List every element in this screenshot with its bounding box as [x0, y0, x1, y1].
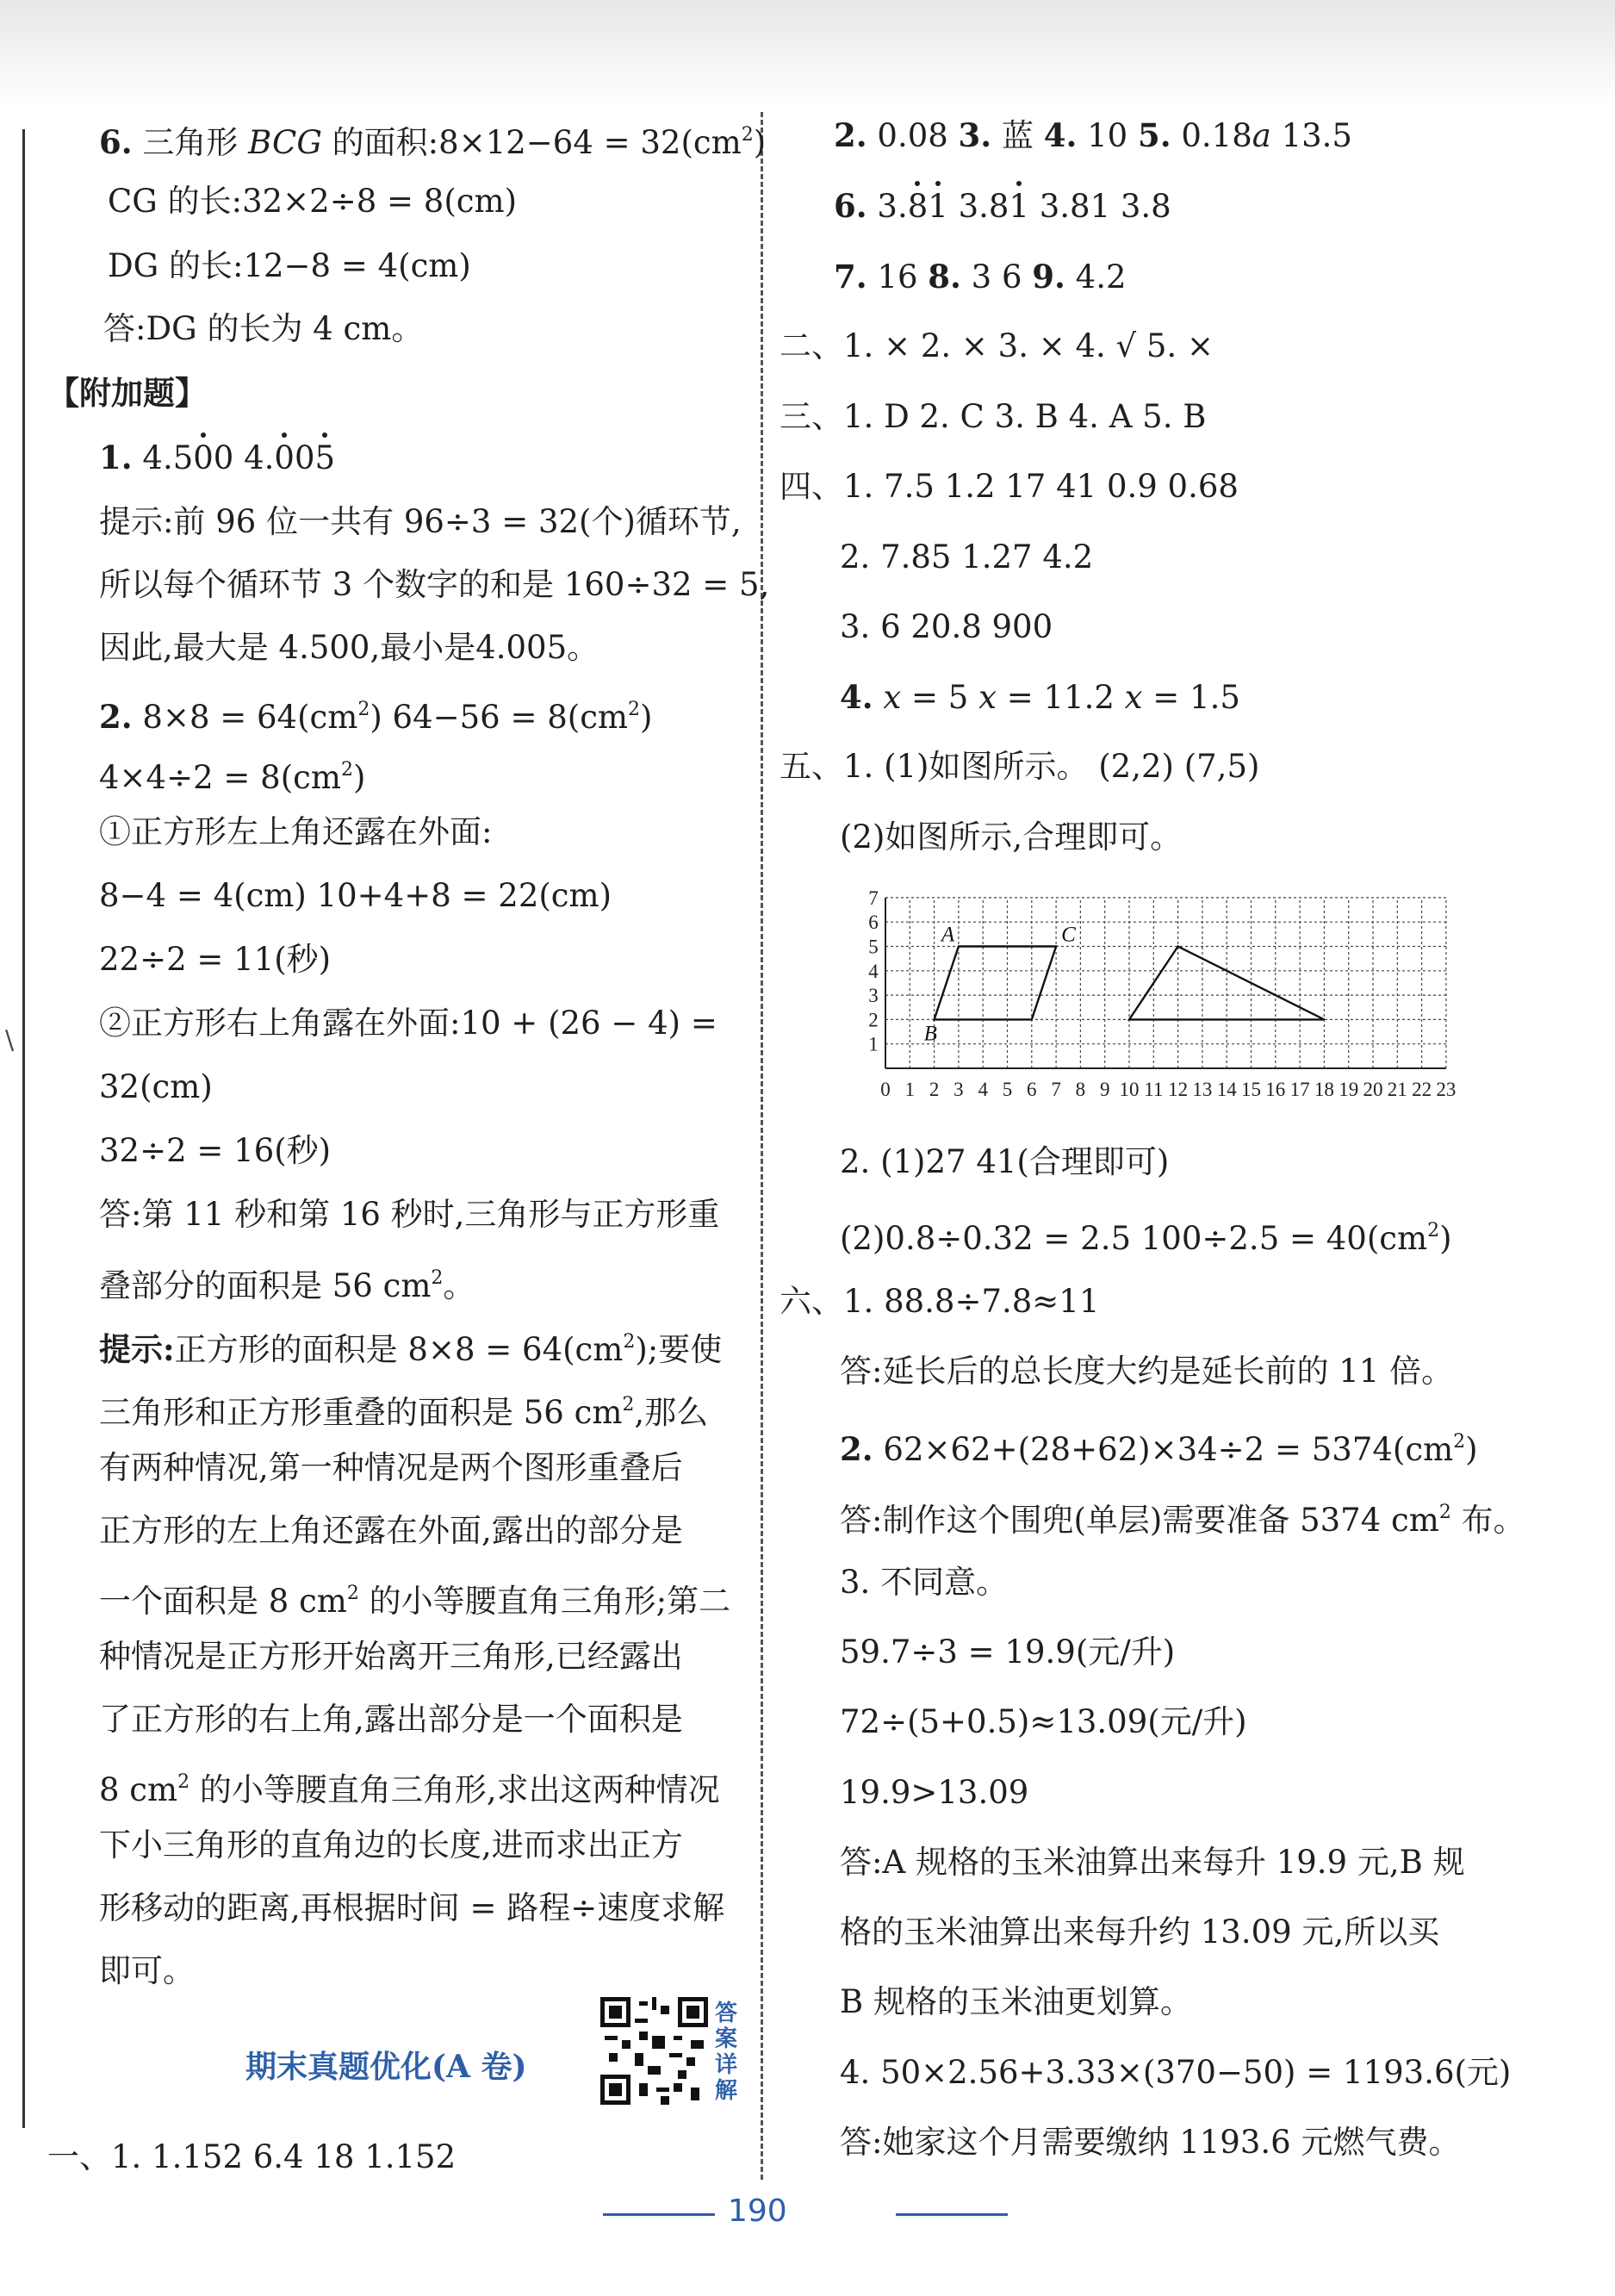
- point-label: A: [941, 923, 955, 947]
- x-tick-label: 17: [1289, 1079, 1310, 1100]
- x-tick-label: 23: [1436, 1079, 1457, 1100]
- answer-line: 答:制作这个围兜(单层)需要准备 5374 $cm^2$ 布。: [840, 1502, 1525, 1539]
- answer-line: 格的玉米油算出来每升约 13.09 元,所以买: [840, 1913, 1440, 1951]
- answer-line: 4. 50×2.56+3.33×(370−50) = 1193.6(元): [840, 2054, 1512, 2091]
- answer-line: 3. 6 20.8 900: [840, 608, 1053, 645]
- margin-mark: \: [5, 1025, 15, 1055]
- x-tick-label: 19: [1339, 1079, 1359, 1100]
- parallelogram-shape: [935, 947, 1057, 1020]
- y-tick-label: 5: [868, 936, 879, 958]
- y-tick-label: 3: [868, 985, 879, 1007]
- answer-line: (2)0.8÷0.32 = 2.5 $100\div 2.5 = 40(cm^2)$: [840, 1220, 1452, 1257]
- answer-line: 3. 不同意。: [840, 1564, 1009, 1601]
- point-label: B: [923, 1022, 937, 1046]
- x-tick-label: 5: [1002, 1079, 1013, 1100]
- left-binding-edge: [22, 129, 25, 2128]
- x-tick-label: 8: [1075, 1079, 1086, 1100]
- answer-line: 答:DG 的长为 4 cm。: [103, 310, 424, 347]
- answer-line: 叠部分的面积是 56 $cm^2$。: [99, 1267, 475, 1304]
- x-tick-label: 21: [1387, 1079, 1407, 1100]
- page-top-shade: [0, 0, 1615, 103]
- answer-line: 7. 16 8. 3 6 9. 4.2: [834, 258, 1127, 296]
- hint-line: 形移动的距离,再根据时间 = 路程÷速度求解: [99, 1889, 725, 1926]
- hint-line: 即可。: [99, 1952, 195, 1989]
- coordinate-grid: [853, 887, 1473, 1111]
- hint-line: 正方形的左上角还露在外面,露出的部分是: [99, 1512, 683, 1549]
- answer-line: 4. x = 5 x = 11.2 x = 1.5: [840, 678, 1240, 716]
- hint-line: 8 $cm^2$ 的小等腰直角三角形,求出这两种情况: [99, 1771, 720, 1808]
- answer-line: 59.7÷3 = 19.9(元/升): [840, 1633, 1176, 1671]
- hint-line: 所以每个循环节 3 个数字的和是 160÷32 = 5,: [99, 566, 770, 603]
- x-tick-label: 2: [929, 1079, 940, 1100]
- x-tick-label: 1: [904, 1079, 916, 1100]
- section-title: 期末真题优化(A 卷): [245, 2049, 527, 2085]
- answer-line: 6. 三角形 BCG 的面积:8×12−64 = $32(cm^2)$: [99, 123, 767, 161]
- page-number: 190: [728, 2193, 787, 2229]
- qr-code-icon[interactable]: [600, 1997, 708, 2105]
- x-tick-label: 4: [978, 1079, 988, 1100]
- answer-line: 1. 4.50 0 4.0 05: [99, 437, 335, 479]
- answer-line: 一、1. 1.152 6.4 18 1.152: [47, 2138, 457, 2175]
- x-tick-label: 11: [1144, 1079, 1164, 1100]
- qr-label: 答案详解: [715, 2000, 738, 2104]
- answer-line: DG 的长:12−8 = 4(cm): [108, 247, 471, 284]
- answer-line: CG 的长:32×2÷8 = 8(cm): [108, 183, 518, 220]
- x-tick-label: 18: [1314, 1079, 1334, 1100]
- hint-line: 三角形和正方形重叠的面积是 56 $cm^2$,那么: [99, 1394, 709, 1431]
- hint-line: 下小三角形的直角边的长度,进而求出正方: [99, 1826, 683, 1864]
- answer-line: 2. $8\times 8 = 64(cm^2) 64-56 = 8(cm^2)$: [99, 698, 653, 736]
- answer-line: 五、1. (1)如图所示。 (2,2) (7,5): [780, 748, 1260, 785]
- answer-line: B 规格的玉米油更划算。: [840, 1983, 1192, 2020]
- coordinate-grid-figure: [853, 887, 1473, 1111]
- hint-line: 因此,最大是 4.500,最小是4.005。: [99, 629, 599, 666]
- answer-line: $4\times 4\div 2 = 8(cm^2)$: [99, 759, 366, 796]
- x-tick-label: 13: [1192, 1079, 1213, 1100]
- hint-line: 一个面积是 8 $cm^2$ 的小等腰直角三角形;第二: [99, 1583, 731, 1620]
- hint-line: 提示:正方形的面积是 $8\times 8 = 64(cm^2)$;要使: [99, 1330, 723, 1368]
- answer-line: 六、1. 88.8÷7.8≈11: [780, 1283, 1100, 1320]
- y-tick-label: 2: [868, 1009, 879, 1031]
- answer-line: 二、1. × 2. × 3. × 4. √ 5. ×: [780, 327, 1214, 364]
- answer-line: (2)如图所示,合理即可。: [840, 818, 1183, 856]
- x-tick-label: 10: [1119, 1079, 1140, 1100]
- column-divider: [761, 112, 763, 2180]
- x-tick-label: 0: [880, 1079, 891, 1100]
- answer-line: 19.9>13.09: [840, 1774, 1029, 1811]
- answer-line: 6. 3.8 1 3.81 3.81 3.8: [834, 185, 1171, 227]
- answer-line: 三、1. D 2. C 3. B 4. A 5. B: [780, 398, 1207, 435]
- x-tick-label: 3: [953, 1079, 964, 1100]
- answer-line: 8−4 = 4(cm) 10+4+8 = 22(cm): [99, 877, 612, 914]
- hint-line: 了正方形的右上角,露出部分是一个面积是: [99, 1701, 683, 1738]
- answer-line: 四、1. 7.5 1.2 17 41 0.9 0.68: [780, 468, 1239, 505]
- answer-line: 2. $62\times 62+(28+62)\times 34\div 2 = 5374(cm^2)$: [840, 1430, 1478, 1468]
- x-tick-label: 6: [1027, 1079, 1037, 1100]
- x-tick-label: 9: [1099, 1079, 1110, 1100]
- answer-line: 答:她家这个月需要缴纳 1193.6 元燃气费。: [840, 2124, 1461, 2161]
- y-tick-label: 6: [868, 912, 879, 934]
- answer-line: 32÷2 = 16(秒): [99, 1132, 332, 1169]
- x-tick-label: 15: [1241, 1079, 1261, 1100]
- x-tick-label: 22: [1412, 1079, 1432, 1100]
- point-label: C: [1061, 923, 1076, 947]
- y-tick-label: 4: [868, 960, 879, 982]
- answer-line: 2. (1)27 41(合理即可): [840, 1143, 1170, 1180]
- x-tick-label: 14: [1216, 1079, 1237, 1100]
- footer-rule-right: [896, 2213, 1008, 2216]
- section-heading: 【附加题】: [47, 374, 207, 412]
- answer-line: 2. 0.08 3. 蓝 4. 10 5. 0.18a 13.5: [834, 116, 1352, 154]
- answer-line: ①正方形左上角还露在外面:: [99, 813, 493, 850]
- answer-line: 2. 7.85 1.27 4.2: [840, 538, 1094, 576]
- answer-line: 答:延长后的总长度大约是延长前的 11 倍。: [840, 1353, 1454, 1390]
- hint-line: 种情况是正方形开始离开三角形,已经露出: [99, 1638, 683, 1675]
- hint-line: 提示:前 96 位一共有 96÷3 = 32(个)循环节,: [99, 503, 742, 540]
- x-tick-label: 12: [1168, 1079, 1189, 1100]
- answer-line: 22÷2 = 11(秒): [99, 941, 332, 978]
- y-tick-label: 1: [868, 1033, 879, 1055]
- answer-line: 72÷(5+0.5)≈13.09(元/升): [840, 1703, 1247, 1740]
- hint-line: 有两种情况,第一种情况是两个图形重叠后: [99, 1449, 683, 1486]
- answer-line: 答:A 规格的玉米油算出来每升 19.9 元,B 规: [840, 1844, 1465, 1881]
- x-tick-label: 7: [1051, 1079, 1061, 1100]
- answer-line: ②正方形右上角露在外面:10 + (26 − 4) =: [99, 1005, 717, 1042]
- x-tick-label: 20: [1363, 1079, 1383, 1100]
- x-tick-label: 16: [1265, 1079, 1286, 1100]
- footer-rule-left: [603, 2213, 715, 2216]
- answer-line: 32(cm): [99, 1068, 213, 1105]
- y-tick-label: 7: [868, 887, 879, 909]
- answer-line: 答:第 11 秒和第 16 秒时,三角形与正方形重: [99, 1196, 720, 1233]
